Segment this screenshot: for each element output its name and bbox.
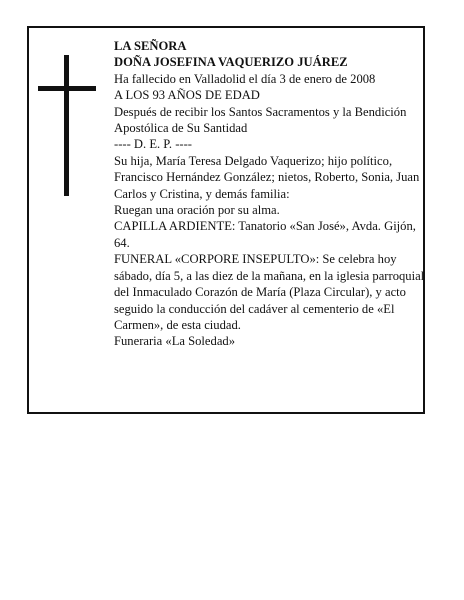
age-line: A LOS 93 AÑOS DE EDAD bbox=[114, 88, 260, 103]
funeral-line: FUNERAL «CORPORE INSEPULTO»: Se celebra hoy sábado, día 5, a las diez de la mañana, en la iglesia parroquial del Inmaculado Corazón de María (Plaza Circular), y acto seguido la conducción del cadáver al cementerio de «El Carmen», de esta ciudad. bbox=[114, 252, 425, 332]
obituary-text bbox=[114, 38, 426, 350]
cross-icon-horizontal-bar bbox=[38, 86, 96, 91]
deceased-name: DOÑA JOSEFINA VAQUERIZO JUÁREZ bbox=[114, 55, 348, 70]
rip-line: ---- D. E. P. ---- bbox=[114, 137, 192, 152]
prayer-line: Ruegan una oración por su alma. bbox=[114, 203, 280, 218]
funeral-home-line: Funeraria «La Soledad» bbox=[114, 334, 235, 349]
sacraments-line: Después de recibir los Santos Sacramentos y la Bendición Apostólica de Su Santidad bbox=[114, 104, 407, 136]
death-info: Ha fallecido en Valladolid el día 3 de enero de 2008 bbox=[114, 71, 376, 86]
cross-icon-vertical-bar bbox=[64, 55, 69, 196]
notice-title: LA SEÑORA bbox=[114, 39, 187, 53]
chapel-line: CAPILLA ARDIENTE: Tanatorio «San José», Avda. Gijón, 64. bbox=[114, 219, 416, 250]
family-line: Su hija, María Teresa Delgado Vaquerizo; hijo político, Francisco Hernández González; nietos, Roberto, Sonia, Juan Carlos y Cristina, y demás familia: bbox=[114, 153, 420, 201]
